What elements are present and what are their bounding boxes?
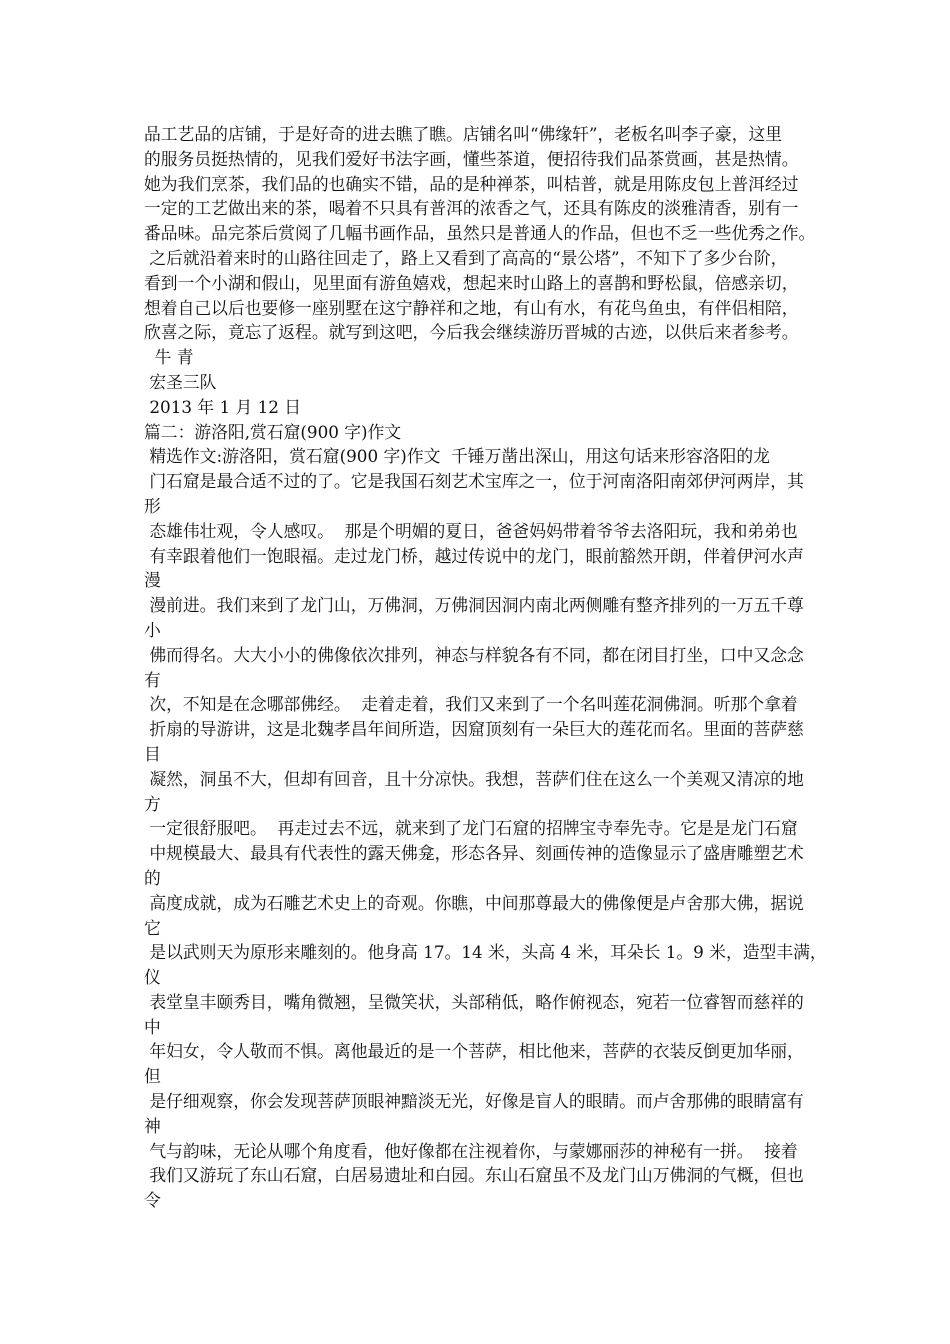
text-line: 精选作文:游洛阳，赏石窟(900 字)作文 千锤万凿出深山，用这句话来形容洛阳的龙 bbox=[144, 446, 770, 467]
text-line: 神 bbox=[144, 1115, 161, 1136]
text-line: 中 bbox=[144, 1016, 161, 1037]
text-line: 它 bbox=[144, 917, 161, 938]
text-line: 气与韵味，无论从哪个角度看，他好像都在注视着你，与蒙娜丽莎的神秘有一拼。 接着 bbox=[144, 1140, 798, 1161]
text-line: 品工艺品的店铺，于是好奇的进去瞧了瞧。店铺名叫“佛缘轩”，老板名叫李子豪，这里 bbox=[144, 124, 783, 144]
text-line: 目 bbox=[144, 743, 161, 764]
text-line: 门石窟是最合适不过的了。它是我国石刻艺术宝库之一，位于河南洛阳南郊伊河两岸，其 bbox=[144, 471, 804, 492]
text-line: 态雄伟壮观，令人感叹。 那是个明媚的夏日，爸爸妈妈带着爷爷去洛阳玩，我和弟弟也 bbox=[144, 520, 798, 541]
text-line: 仪 bbox=[144, 967, 161, 988]
text-line: 高度成就，成为石雕艺术史上的奇观。你瞧，中间那尊最大的佛像便是卢舍那大佛，据说 bbox=[144, 892, 804, 913]
text-line: 篇二：游洛阳,赏石窟(900 字)作文 bbox=[144, 421, 402, 442]
text-line: 令 bbox=[144, 1190, 161, 1211]
text-line: 形 bbox=[144, 495, 161, 516]
text-line: 看到一个小湖和假山，见里面有游鱼嬉戏，想起来时山路上的喜鹊和野松鼠，倍感亲切， bbox=[144, 272, 799, 293]
text-line: 但 bbox=[144, 1066, 161, 1087]
document-body bbox=[144, 122, 827, 1213]
text-line: 宏圣三队 bbox=[144, 371, 217, 392]
text-line: 是以武则天为原形来雕刻的。他身高 17。14 米，头高 4 米，耳朵长 1。9 米，造型丰满， bbox=[144, 942, 827, 963]
text-line: 折扇的导游讲，这是北魏孝昌年间所造，因窟顶刻有一朵巨大的莲花而名。里面的菩萨慈 bbox=[144, 719, 804, 740]
text-line: 方 bbox=[144, 793, 161, 814]
text-line: 小 bbox=[144, 619, 161, 640]
text-line: 有幸跟着他们一饱眼福。走过龙门桥，越过传说中的龙门，眼前豁然开朗，伴着伊河水声 bbox=[144, 545, 804, 566]
text-line: 欣喜之际，竟忘了返程。就写到这吧，今后我会继续游历晋城的古迹，以供后来者参考。 bbox=[144, 322, 799, 343]
text-line: 牛 青 bbox=[144, 347, 194, 368]
text-line: 有 bbox=[144, 669, 161, 690]
text-line: 表堂皇丰颐秀目，嘴角微翘，呈微笑状，头部稍低，略作俯视态，宛若一位睿智而慈祥的 bbox=[144, 991, 804, 1012]
text-line: 想着自己以后也要修一座别墅在这宁静祥和之地，有山有水，有花鸟鱼虫，有伴侣相陪， bbox=[144, 297, 799, 318]
text-line: 年妇女，令人敬而不惧。离他最近的是一个菩萨，相比他来，菩萨的衣装反倒更加华丽， bbox=[144, 1041, 804, 1062]
text-line: 番品味。品完茶后赏阅了几幅书画作品，虽然只是普通人的作品，但也不乏一些优秀之作。 bbox=[144, 223, 816, 244]
text-line: 2013 年 1 月 12 日 bbox=[144, 396, 302, 417]
text-line: 次，不知是在念哪部佛经。 走着走着，我们又来到了一个名叫莲花洞佛洞。听那个拿着 bbox=[144, 694, 798, 715]
text-line: 她为我们烹茶，我们品的也确实不错，品的是种禅茶，叫桔普，就是用陈皮包上普洱经过 bbox=[144, 173, 799, 194]
text-line: 佛而得名。大大小小的佛像依次排列，神态与样貌各有不同，都在闭目打坐，口中又念念 bbox=[144, 644, 804, 665]
text-line: 一定的工艺做出来的茶，喝着不只具有普洱的浓香之气，还具有陈皮的淡雅清香，别有一 bbox=[144, 198, 799, 219]
text-line: 之后就沿着来时的山路往回走了，路上又看到了高高的“景公塔”，不知下了多少台阶， bbox=[144, 247, 788, 268]
text-line: 的 bbox=[144, 867, 161, 888]
text-line: 漫前进。我们来到了龙门山，万佛洞，万佛洞因洞内南北两侧雕有整齐排列的一万五千尊 bbox=[144, 595, 804, 616]
text-line: 是仔细观察，你会发现菩萨顶眼神黯淡无光，好像是盲人的眼睛。而卢舍那佛的眼睛富有 bbox=[144, 1091, 804, 1112]
text-line: 一定很舒服吧。 再走过去不远，就来到了龙门石窟的招牌宝寺奉先寺。它是是龙门石窟 bbox=[144, 818, 798, 839]
text-line: 我们又游玩了东山石窟，白居易遗址和白园。东山石窟虽不及龙门山万佛洞的气概，但也 bbox=[144, 1165, 804, 1186]
text-line: 中规模最大、最具有代表性的露天佛龛，形态各异、刻画传神的造像显示了盛唐雕塑艺术 bbox=[144, 843, 804, 864]
text-line: 凝然，洞虽不大，但却有回音，且十分凉快。我想，菩萨们住在这么一个美观又清凉的地 bbox=[144, 768, 804, 789]
text-line: 的服务员挺热情的，见我们爱好书法字画，懂些茶道，便招待我们品茶赏画，甚是热情。 bbox=[144, 148, 799, 169]
text-line: 漫 bbox=[144, 570, 161, 591]
